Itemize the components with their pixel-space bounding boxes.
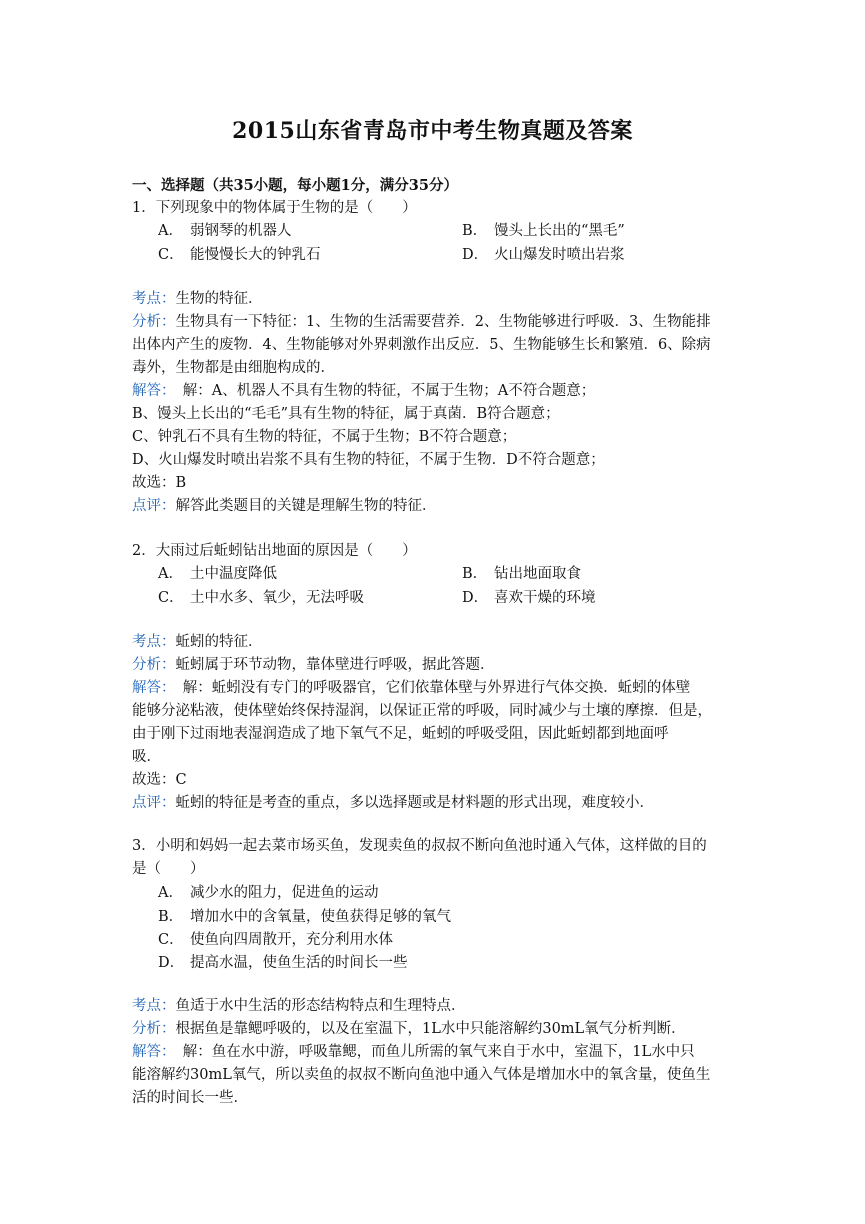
question-3-jieda-line-3: 活的时间长一些． (132, 1090, 248, 1106)
question-2-jieda-line-1: 解答： 解：蚯蚓没有专门的呼吸器官，它们依靠体壁与外界进行气体交换．蚯蚓的体壁 (132, 680, 691, 696)
question-1-fenxi-line-3: 毒外，生物都是由细胞构成的． (132, 360, 335, 376)
question-2-jieda-line-2: 能够分泌粘液，使体壁始终保持湿润，以保证正常的呼吸，同时减少与土壤的摩擦．但是， (132, 703, 712, 719)
question-1-fenxi-line-1: 分析：生物具有一下特征：1、生物的生活需要营养．2、生物能够进行呼吸．3、生物能排 (132, 314, 711, 330)
question-3-jieda-line-1: 解答： 解：鱼在水中游，呼吸靠鳃，而鱼儿所需的氧气来自于水中，室温下，1L水中只 (132, 1044, 695, 1060)
question-3-jieda-line-2: 能溶解约30mL氧气，所以卖鱼的叔叔不断向鱼池中通入气体是增加水中的氧含量，使鱼生 (132, 1067, 711, 1083)
question-2-dianping: 点评：蚯蚓的特征是考查的重点，多以选择题或是材料题的形式出现，难度较小． (132, 795, 654, 811)
question-1-dianping: 点评：解答此类题目的关键是理解生物的特征． (132, 498, 437, 514)
question-2-jieda-line-4: 吸． (132, 749, 161, 765)
question-3-stem-line-1: 3．小明和妈妈一起去菜市场买鱼，发现卖鱼的叔叔不断向鱼池时通入气体，这样做的目的 (132, 838, 707, 854)
question-3-option-d: D． 提高水温，使鱼生活的时间长一些 (158, 955, 408, 971)
question-1-answer: 故选：B (132, 475, 187, 491)
question-1-jieda-line-4: D、火山爆发时喷出岩浆不具有生物的特征，不属于生物．D不符合题意； (132, 452, 605, 468)
question-1-stem: 1．下列现象中的物体属于生物的是（ ） (132, 200, 417, 216)
question-2-jieda-line-3: 由于刚下过雨地表湿润造成了地下氧气不足，蚯蚓的呼吸受阻，因此蚯蚓都到地面呼 (132, 726, 669, 742)
question-3-stem-line-2: 是（ ） (132, 861, 205, 877)
section-heading: 一、选择题（共35小题，每小题1分，满分35分） (132, 177, 458, 194)
question-1-jieda-line-3: C、钟乳石不具有生物的特征，不属于生物；B不符合题意； (132, 429, 517, 445)
question-3-kaodian: 考点：鱼适于水中生活的形态结构特点和生理特点． (132, 998, 466, 1014)
question-3-option-a: A． 减少水的阻力，促进鱼的运动 (158, 885, 379, 901)
kaodian-label: 考点： (132, 291, 176, 307)
question-2-option-b: B． 钻出地面取食 (462, 566, 581, 582)
question-1-option-d: D． 火山爆发时喷出岩浆 (462, 247, 625, 263)
question-3-option-b: B． 增加水中的含氧量，使鱼获得足够的氧气 (158, 909, 451, 925)
question-3-option-c: C． 使鱼向四周散开，充分利用水体 (158, 932, 393, 948)
question-2-fenxi: 分析：蚯蚓属于环节动物，靠体壁进行呼吸，据此答题． (132, 657, 495, 673)
question-2-answer: 故选：C (132, 772, 187, 788)
question-2-option-a: A． 土中温度降低 (158, 566, 277, 582)
fenxi-label: 分析： (132, 314, 176, 330)
question-2-option-d: D． 喜欢干燥的环境 (462, 590, 596, 606)
question-1-option-b: B． 馒头上长出的“黑毛” (462, 223, 625, 239)
question-2-stem: 2．大雨过后蚯蚓钻出地面的原因是（ ） (132, 543, 417, 559)
jieda-label: 解答： (132, 383, 169, 399)
question-1-fenxi-line-2: 出体内产生的废物．4、生物能够对外界刺激作出反应．5、生物能够生长和繁殖．6、除病 (132, 337, 711, 353)
question-2-kaodian: 考点：蚯蚓的特征． (132, 634, 263, 650)
question-2-option-c: C． 土中水多、氧少，无法呼吸 (158, 590, 364, 606)
question-1-jieda-line-1: 解答： 解：A、机器人不具有生物的特征，不属于生物；A不符合题意； (132, 383, 596, 399)
dianping-label: 点评： (132, 498, 176, 514)
question-1-option-c: C． 能慢慢长大的钟乳石 (158, 247, 321, 263)
question-3-fenxi: 分析：根据鱼是靠鳃呼吸的，以及在室温下，1L水中只能溶解约30mL氧气分析判断． (132, 1021, 686, 1037)
question-1-jieda-line-2: B、馒头上长出的“毛毛”具有生物的特征，属于真菌．B符合题意； (132, 406, 560, 422)
question-1-option-a: A． 弱钢琴的机器人 (158, 223, 292, 239)
question-1-kaodian: 考点：生物的特征． (132, 291, 263, 307)
page-title: 2015山东省青岛市中考生物真题及答案 (232, 118, 633, 144)
